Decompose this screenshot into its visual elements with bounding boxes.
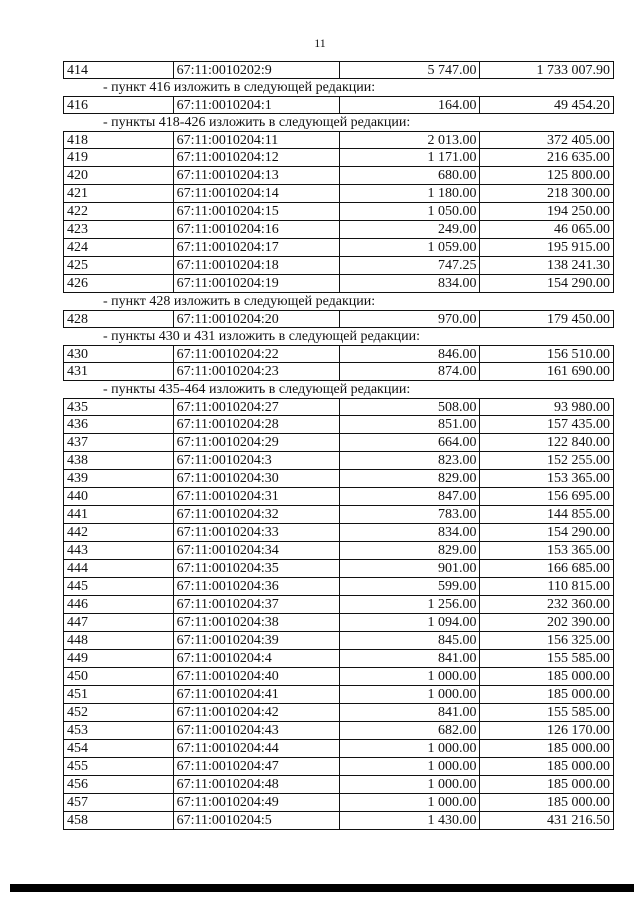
value-cell: 1 733 007.90: [536, 63, 610, 78]
item-number-cell: 421: [64, 185, 174, 202]
table-row: [63, 596, 614, 614]
area-cell: 1 000.00: [340, 740, 480, 757]
value-cell: 185 000.00: [547, 687, 610, 702]
area-cell: 747.25: [340, 257, 480, 274]
table-row: [63, 488, 614, 506]
area-cell: 846.00: [340, 346, 480, 362]
item-number-cell: 420: [64, 167, 174, 184]
area-cell: 1 000.00: [340, 668, 480, 685]
area-cell: 823.00: [340, 452, 480, 469]
table-row: [63, 452, 614, 470]
cadastral-number-cell: 67:11:0010204:27: [174, 399, 340, 415]
table-row: [63, 257, 614, 275]
item-number-cell: 423: [64, 221, 174, 238]
cadastral-number-cell: 67:11:0010204:15: [174, 203, 340, 220]
item-number-cell: 446: [64, 596, 174, 613]
cadastral-number-cell: 67:11:0010204:13: [174, 167, 340, 184]
area-cell: 1 256.00: [340, 596, 480, 613]
cadastral-number-cell: 67:11:0010204:33: [174, 524, 340, 541]
value-cell: 179 450.00: [547, 312, 610, 327]
value-cell: 125 800.00: [547, 168, 610, 183]
cadastral-number-cell: 67:11:0010204:1: [174, 97, 340, 113]
value-cell: 216 635.00: [547, 150, 610, 165]
amendment-heading: - пункты 418-426 изложить в следующей редакции:: [103, 115, 411, 130]
table-row: [63, 812, 614, 830]
area-cell: 682.00: [340, 722, 480, 739]
value-cell: 122 840.00: [547, 435, 610, 450]
item-number-cell: 441: [64, 506, 174, 523]
value-cell: 185 000.00: [547, 795, 610, 810]
item-number-cell: 435: [64, 399, 174, 415]
area-cell: 5 747.00: [340, 62, 480, 78]
item-number-cell: 458: [64, 812, 174, 829]
value-cell: 153 365.00: [547, 543, 610, 558]
area-cell: 970.00: [340, 311, 480, 327]
area-cell: 847.00: [340, 488, 480, 505]
page-number: 11: [314, 36, 326, 50]
table-row: [63, 704, 614, 722]
cadastral-number-cell: 67:11:0010204:17: [174, 239, 340, 256]
value-cell: 185 000.00: [547, 669, 610, 684]
area-cell: 1 171.00: [340, 149, 480, 166]
cadastral-number-cell: 67:11:0010204:28: [174, 416, 340, 433]
cadastral-number-cell: 67:11:0010204:43: [174, 722, 340, 739]
item-number-cell: 452: [64, 704, 174, 721]
table-row: [63, 632, 614, 650]
cadastral-number-cell: 67:11:0010204:34: [174, 542, 340, 559]
value-cell: 153 365.00: [547, 471, 610, 486]
table-row: [63, 614, 614, 632]
value-cell: 156 510.00: [547, 347, 610, 362]
table-row: [63, 722, 614, 740]
item-number-cell: 419: [64, 149, 174, 166]
cadastral-number-cell: 67:11:0010204:47: [174, 758, 340, 775]
cadastral-number-cell: 67:11:0010204:49: [174, 794, 340, 811]
table-row: [63, 506, 614, 524]
table-row: [63, 578, 614, 596]
cadastral-number-cell: 67:11:0010204:41: [174, 686, 340, 703]
amendment-heading: - пункты 435-464 изложить в следующей редакции:: [103, 382, 411, 397]
item-number-cell: 416: [64, 97, 174, 113]
item-number-cell: 453: [64, 722, 174, 739]
cadastral-number-cell: 67:11:0010204:29: [174, 434, 340, 451]
value-cell: 154 290.00: [547, 276, 610, 291]
cadastral-number-cell: 67:11:0010204:36: [174, 578, 340, 595]
table-row: [63, 434, 614, 452]
value-cell: 138 241.30: [547, 258, 610, 273]
item-number-cell: 450: [64, 668, 174, 685]
value-cell: 161 690.00: [547, 364, 610, 379]
value-cell: 156 325.00: [547, 633, 610, 648]
item-number-cell: 431: [64, 363, 174, 380]
area-cell: 851.00: [340, 416, 480, 433]
item-number-cell: 428: [64, 311, 174, 327]
value-cell: 154 290.00: [547, 525, 610, 540]
value-cell: 126 170.00: [547, 723, 610, 738]
item-number-cell: 456: [64, 776, 174, 793]
cadastral-number-cell: 67:11:0010204:12: [174, 149, 340, 166]
amendment-heading: - пункты 430 и 431 изложить в следующей редакции:: [103, 329, 421, 344]
area-cell: 841.00: [340, 704, 480, 721]
item-number-cell: 454: [64, 740, 174, 757]
area-cell: 1 000.00: [340, 686, 480, 703]
area-cell: 783.00: [340, 506, 480, 523]
table-row: [63, 524, 614, 542]
table-row: [63, 470, 614, 488]
area-cell: 845.00: [340, 632, 480, 649]
item-number-cell: 451: [64, 686, 174, 703]
item-number-cell: 439: [64, 470, 174, 487]
cadastral-number-cell: 67:11:0010204:23: [174, 363, 340, 380]
cadastral-number-cell: 67:11:0010204:44: [174, 740, 340, 757]
cadastral-number-cell: 67:11:0010204:38: [174, 614, 340, 631]
item-number-cell: 422: [64, 203, 174, 220]
table-row: [63, 758, 614, 776]
bottom-scan-border: [10, 884, 634, 892]
table-row: [63, 167, 614, 185]
area-cell: 1 000.00: [340, 758, 480, 775]
area-cell: 249.00: [340, 221, 480, 238]
area-cell: 1 050.00: [340, 203, 480, 220]
table-row: [63, 398, 614, 416]
area-cell: 1 430.00: [340, 812, 480, 829]
area-cell: 1 180.00: [340, 185, 480, 202]
cadastral-number-cell: 67:11:0010204:16: [174, 221, 340, 238]
value-cell: 202 390.00: [547, 615, 610, 630]
area-cell: 841.00: [340, 650, 480, 667]
value-cell: 93 980.00: [554, 400, 610, 415]
cadastral-number-cell: 67:11:0010204:4: [174, 650, 340, 667]
cadastral-number-cell: 67:11:0010204:11: [174, 132, 340, 148]
cadastral-number-cell: 67:11:0010204:31: [174, 488, 340, 505]
table-row: [63, 131, 614, 149]
value-cell: 155 585.00: [547, 705, 610, 720]
amendment-heading: - пункт 428 изложить в следующей редакции:: [103, 294, 376, 309]
area-cell: 901.00: [340, 560, 480, 577]
table-row: [63, 650, 614, 668]
item-number-cell: 457: [64, 794, 174, 811]
item-number-cell: 430: [64, 346, 174, 362]
item-number-cell: 448: [64, 632, 174, 649]
area-cell: 834.00: [340, 275, 480, 292]
value-cell: 185 000.00: [547, 759, 610, 774]
item-number-cell: 438: [64, 452, 174, 469]
table-row: [63, 776, 614, 794]
table-row: [63, 686, 614, 704]
item-number-cell: 437: [64, 434, 174, 451]
cadastral-number-cell: 67:11:0010204:40: [174, 668, 340, 685]
value-cell: 152 255.00: [547, 453, 610, 468]
cadastral-number-cell: 67:11:0010204:39: [174, 632, 340, 649]
value-cell: 49 454.20: [554, 98, 610, 113]
area-cell: 874.00: [340, 363, 480, 380]
area-cell: 1 059.00: [340, 239, 480, 256]
cadastral-number-cell: 67:11:0010204:35: [174, 560, 340, 577]
value-cell: 144 855.00: [547, 507, 610, 522]
cadastral-number-cell: 67:11:0010204:22: [174, 346, 340, 362]
item-number-cell: 443: [64, 542, 174, 559]
item-number-cell: 418: [64, 132, 174, 148]
value-cell: 185 000.00: [547, 741, 610, 756]
item-number-cell: 425: [64, 257, 174, 274]
table-row: [63, 203, 614, 221]
area-cell: 508.00: [340, 399, 480, 415]
value-cell: 195 915.00: [547, 240, 610, 255]
item-number-cell: 440: [64, 488, 174, 505]
area-cell: 834.00: [340, 524, 480, 541]
cadastral-number-cell: 67:11:0010204:5: [174, 812, 340, 829]
value-cell: 372 405.00: [547, 133, 610, 148]
table-row: [63, 185, 614, 203]
area-cell: 1 000.00: [340, 794, 480, 811]
item-number-cell: 444: [64, 560, 174, 577]
area-cell: 1 000.00: [340, 776, 480, 793]
value-cell: 110 815.00: [547, 579, 610, 594]
table-row: [63, 275, 614, 293]
area-cell: 680.00: [340, 167, 480, 184]
table-row: [63, 345, 614, 363]
value-cell: 218 300.00: [547, 186, 610, 201]
item-number-cell: 436: [64, 416, 174, 433]
value-cell: 232 360.00: [547, 597, 610, 612]
amendment-table: [63, 61, 614, 830]
cadastral-number-cell: 67:11:0010202:9: [174, 62, 340, 78]
table-row: [63, 794, 614, 812]
item-number-cell: 442: [64, 524, 174, 541]
table-row: [63, 363, 614, 381]
cadastral-number-cell: 67:11:0010204:14: [174, 185, 340, 202]
table-row: [63, 542, 614, 560]
value-cell: 155 585.00: [547, 651, 610, 666]
item-number-cell: 455: [64, 758, 174, 775]
amendment-heading: - пункт 416 изложить в следующей редакции:: [103, 80, 376, 95]
cadastral-number-cell: 67:11:0010204:20: [174, 311, 340, 327]
value-cell: 157 435.00: [547, 417, 610, 432]
table-row: [63, 416, 614, 434]
cadastral-number-cell: 67:11:0010204:3: [174, 452, 340, 469]
cadastral-number-cell: 67:11:0010204:42: [174, 704, 340, 721]
area-cell: 164.00: [340, 97, 480, 113]
item-number-cell: 414: [64, 62, 174, 78]
item-number-cell: 445: [64, 578, 174, 595]
value-cell: 185 000.00: [547, 777, 610, 792]
table-row: [63, 310, 614, 328]
cadastral-number-cell: 67:11:0010204:30: [174, 470, 340, 487]
area-cell: 829.00: [340, 542, 480, 559]
table-row: [63, 239, 614, 257]
item-number-cell: 424: [64, 239, 174, 256]
table-row: [63, 96, 614, 114]
item-number-cell: 449: [64, 650, 174, 667]
area-cell: 2 013.00: [340, 132, 480, 148]
value-cell: 431 216.50: [547, 813, 610, 828]
table-row: [63, 560, 614, 578]
cadastral-number-cell: 67:11:0010204:19: [174, 275, 340, 292]
table-row: [63, 149, 614, 167]
value-cell: 46 065.00: [554, 222, 610, 237]
item-number-cell: 447: [64, 614, 174, 631]
value-cell: 194 250.00: [547, 204, 610, 219]
area-cell: 1 094.00: [340, 614, 480, 631]
table-row: [63, 668, 614, 686]
area-cell: 829.00: [340, 470, 480, 487]
area-cell: 599.00: [340, 578, 480, 595]
table-row: [63, 221, 614, 239]
cadastral-number-cell: 67:11:0010204:48: [174, 776, 340, 793]
cadastral-number-cell: 67:11:0010204:37: [174, 596, 340, 613]
table-row: [63, 740, 614, 758]
cadastral-number-cell: 67:11:0010204:18: [174, 257, 340, 274]
area-cell: 664.00: [340, 434, 480, 451]
item-number-cell: 426: [64, 275, 174, 292]
table-row: [63, 61, 614, 79]
value-cell: 166 685.00: [547, 561, 610, 576]
value-cell: 156 695.00: [547, 489, 610, 504]
cadastral-number-cell: 67:11:0010204:32: [174, 506, 340, 523]
